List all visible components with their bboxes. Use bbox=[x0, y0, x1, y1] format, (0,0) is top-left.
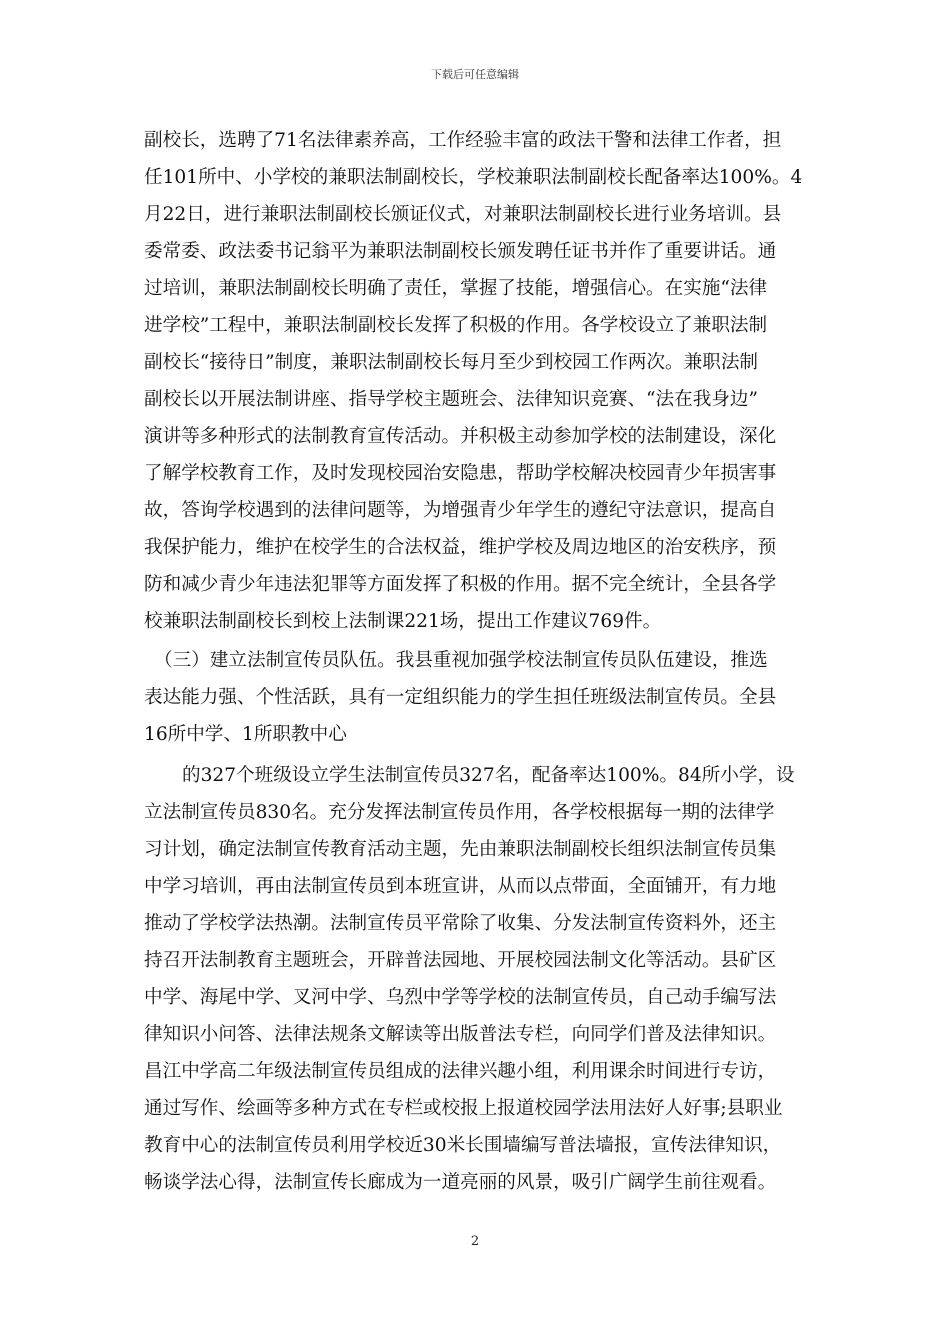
paragraph-line: 副校长以开展法制讲座、指导学校主题班会、法律知识竞赛、“法在我身边” bbox=[144, 389, 759, 410]
paragraph-line: 演讲等多种形式的法制教育宣传活动。并积极主动参加学校的法制建设，深化 bbox=[144, 426, 777, 447]
paragraph-line: 表达能力强、个性活跃，具有一定组织能力的学生担任班级法制宣传员。全县 bbox=[144, 687, 777, 708]
paragraph-line: 通过写作、绘画等多种方式在专栏或校报上报道校园学法用法好人好事;县职业 bbox=[144, 1098, 783, 1119]
paragraph-line: 了解学校教育工作，及时发现校园治安隐患，帮助学校解决校园青少年损害事 bbox=[144, 463, 777, 484]
paragraph-line: 校兼职法制副校长到校上法制课221场，提出工作建议769件。 bbox=[144, 611, 662, 632]
paragraph-line: 习计划，确定法制宣传教育活动主题，先由兼职法制副校长组织法制宣传员集 bbox=[144, 839, 777, 860]
paragraph-line: 律知识小问答、法律法规条文解读等出版普法专栏，向同学们普及法律知识。 bbox=[144, 1024, 777, 1045]
paragraph-line: 持召开法制教育主题班会，开辟普法园地、开展校园法制文化等活动。县矿区 bbox=[144, 950, 777, 971]
paragraph-line: 副校长“接待日”制度，兼职法制副校长每月至少到校园工作两次。兼职法制 bbox=[144, 352, 759, 373]
paragraph-line: 委常委、政法委书记翁平为兼职法制副校长颁发聘任证书并作了重要讲话。通 bbox=[144, 241, 777, 262]
paragraph-line: 中学、海尾中学、叉河中学、乌烈中学等学校的法制宣传员，自己动手编写法 bbox=[144, 987, 777, 1008]
paragraph-line: 的327个班级设立学生法制宣传员327名，配备率达100%。84所小学，设 bbox=[182, 765, 795, 786]
paragraph-line: 防和减少青少年违法犯罪等方面发挥了积极的作用。据不完全统计，全县各学 bbox=[144, 574, 777, 595]
paragraph-line: 畅谈学法心得，法制宣传长廊成为一道亮丽的风景，吸引广阔学生前往观看。 bbox=[144, 1172, 777, 1193]
paragraph-line: 我保护能力，维护在校学生的合法权益，维护学校及周边地区的治安秩序，预 bbox=[144, 537, 777, 558]
page-number: 2 bbox=[470, 1234, 480, 1249]
paragraph-line: 进学校”工程中，兼职法制副校长发挥了积极的作用。各学校设立了兼职法制 bbox=[144, 315, 768, 336]
paragraph-line: 立法制宣传员830名。充分发挥法制宣传员作用，各学校根据每一期的法律学 bbox=[144, 802, 775, 823]
paragraph-line: 月22日，进行兼职法制副校长颁证仪式，对兼职法制副校长进行业务培训。县 bbox=[144, 204, 782, 225]
paragraph-line: 过培训，兼职法制副校长明确了责任，掌握了技能，增强信心。在实施“法律 bbox=[144, 278, 768, 299]
paragraph-line: （三）建立法制宣传员队伍。我县重视加强学校法制宣传员队伍建设，推选 bbox=[154, 650, 768, 671]
paragraph-line: 昌江中学高二年级法制宣传员组成的法律兴趣小组，利用课余时间进行专访， bbox=[144, 1061, 777, 1082]
paragraph-line: 中学习培训，再由法制宣传员到本班宣讲，从而以点带面，全面铺开，有力地 bbox=[144, 876, 777, 897]
paragraph-line: 副校长，选聘了71名法律素养高，工作经验丰富的政法干警和法律工作者，担 bbox=[144, 130, 782, 151]
paragraph-line: 16所中学、1所职教中心 bbox=[144, 724, 347, 745]
page-header: 下载后可任意编辑 bbox=[431, 68, 519, 81]
paragraph-line: 推动了学校学法热潮。法制宣传员平常除了收集、分发法制宣传资料外，还主 bbox=[144, 913, 777, 934]
paragraph-line: 任101所中、小学校的兼职法制副校长，学校兼职法制副校长配备率达100%。4 bbox=[144, 167, 803, 188]
paragraph-line: 教育中心的法制宣传员利用学校近30米长围墙编写普法墙报，宣传法律知识， bbox=[144, 1135, 782, 1156]
paragraph-line: 故，答询学校遇到的法律问题等，为增强青少年学生的遵纪守法意识，提高自 bbox=[144, 500, 777, 521]
